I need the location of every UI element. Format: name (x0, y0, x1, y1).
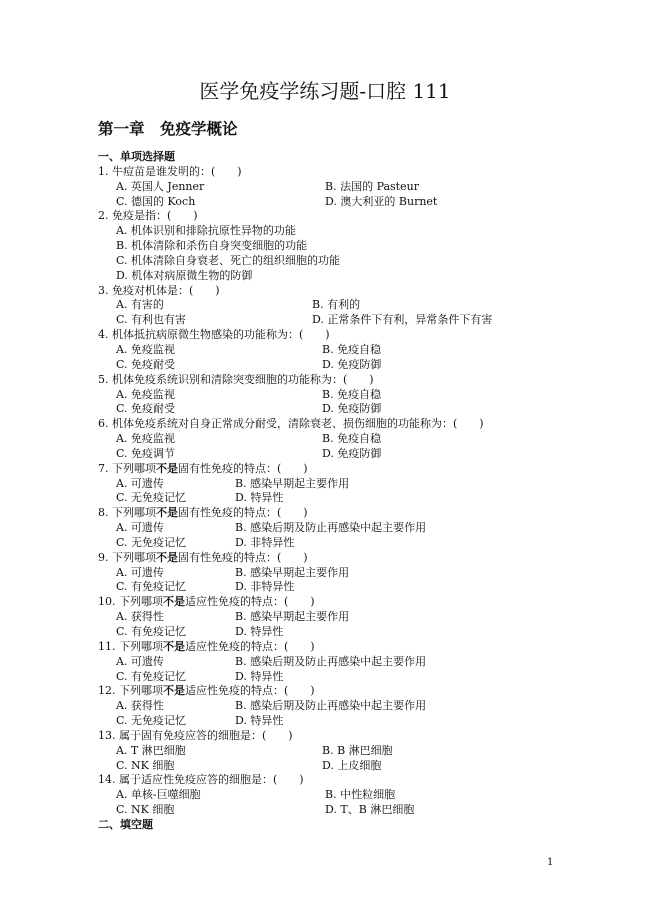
emphasis-text: 不是 (156, 506, 178, 520)
option-d: D. T、B 淋巴细胞 (325, 803, 415, 817)
question-stem: 7. 下列哪项不是固有性免疫的特点：( ) (98, 461, 308, 475)
option-a: A. 免疫监视 (116, 387, 175, 401)
option-d: D. 免疫防御 (322, 357, 382, 371)
option-b: B. 感染早期起主要作用 (235, 610, 350, 624)
option-c: C. 无免疫记忆 (116, 714, 187, 728)
option-b: B. 感染后期及防止再感染中起主要作用 (235, 521, 427, 535)
option-c: C. 德国的 Koch (116, 194, 196, 208)
question-stem: 11. 下列哪项不是适应性免疫的特点：( ) (98, 639, 315, 653)
option-c: C. NK 细胞 (116, 758, 175, 772)
emphasis-text: 不是 (163, 684, 185, 698)
option-b: B. 免疫自稳 (322, 432, 382, 446)
option-a: A. 机体识别和排除抗原性异物的功能 (116, 224, 296, 238)
question-stem: 4. 机体抵抗病原微生物感染的功能称为：( ) (98, 328, 330, 342)
option-c: C. 有免疫记忆 (116, 580, 187, 594)
question-stem: 10. 下列哪项不是适应性免疫的特点：( ) (98, 595, 315, 609)
option-c: C. 无免疫记忆 (116, 535, 187, 549)
option-d: D. 免疫防御 (322, 446, 382, 460)
option-b: B. 中性粒细胞 (325, 788, 396, 802)
document-title: 医学免疫学练习题-口腔 111 (199, 79, 451, 103)
option-d: D. 非特异性 (235, 535, 295, 549)
option-c: C. 有利也有害 (116, 313, 187, 327)
option-b: B. 感染后期及防止再感染中起主要作用 (235, 699, 427, 713)
option-c: C. 机体清除自身衰老、死亡的组织细胞的功能 (116, 253, 341, 267)
question-stem: 12. 下列哪项不是适应性免疫的特点：( ) (98, 684, 315, 698)
option-d: D. 正常条件下有利，异常条件下有害 (312, 313, 493, 327)
section-heading-single-choice: 一、单项选择题 (98, 150, 175, 163)
option-a: A. 免疫监视 (116, 342, 175, 356)
option-b: B. 免疫自稳 (322, 387, 382, 401)
question-stem: 8. 下列哪项不是固有性免疫的特点：( ) (98, 506, 308, 520)
option-a: A. 有害的 (116, 298, 164, 312)
option-b: B. 感染早期起主要作用 (235, 476, 350, 490)
option-a: A. 获得性 (116, 610, 164, 624)
option-a: A. 可遗传 (116, 521, 164, 535)
option-c: C. 无免疫记忆 (116, 491, 187, 505)
option-a: A. 可遗传 (116, 476, 164, 490)
emphasis-text: 不是 (156, 461, 178, 475)
question-stem: 14. 属于适应性免疫应答的细胞是：( ) (98, 773, 304, 787)
option-b: B. 有利的 (312, 298, 361, 312)
question-stem: 1. 牛痘苗是谁发明的：( ) (98, 164, 242, 178)
option-a: A. T 淋巴细胞 (116, 743, 186, 757)
emphasis-text: 不是 (163, 595, 185, 609)
question-stem: 6. 机体免疫系统对自身正常成分耐受，清除衰老、损伤细胞的功能称为：( ) (98, 417, 484, 431)
option-d: D. 特异性 (235, 669, 284, 683)
option-b: B. 感染早期起主要作用 (235, 565, 350, 579)
option-a: A. 获得性 (116, 699, 164, 713)
option-a: A. 可遗传 (116, 654, 164, 668)
option-d: D. 上皮细胞 (322, 758, 382, 772)
option-c: C. NK 细胞 (116, 803, 175, 817)
option-b: B. B 淋巴细胞 (322, 743, 393, 757)
option-a: A. 可遗传 (116, 565, 164, 579)
option-a: A. 英国人 Jenner (116, 179, 205, 193)
question-body (98, 150, 558, 833)
option-a: A. 免疫监视 (116, 432, 175, 446)
option-d: D. 特异性 (235, 491, 284, 505)
option-b: B. 机体清除和杀伤自身突变细胞的功能 (116, 239, 308, 253)
question-stem: 2. 免疫是指：( ) (98, 209, 198, 223)
option-d: D. 特异性 (235, 714, 284, 728)
question-stem: 9. 下列哪项不是固有性免疫的特点：( ) (98, 550, 308, 564)
option-d: D. 机体对病原微生物的防御 (116, 268, 253, 282)
option-b: B. 法国的 Pasteur (325, 179, 419, 193)
option-d: D. 免疫防御 (322, 402, 382, 416)
option-d: D. 非特异性 (235, 580, 295, 594)
emphasis-text: 不是 (156, 550, 178, 564)
chapter-heading: 第一章 免疫学概论 (98, 119, 238, 138)
option-a: A. 单核-巨噬细胞 (116, 788, 201, 802)
question-stem: 3. 免疫对机体是：( ) (98, 283, 220, 297)
option-d: D. 澳大利亚的 Burnet (325, 194, 438, 208)
option-c: C. 免疫耐受 (116, 357, 176, 371)
question-stem: 13. 属于固有免疫应答的细胞是：( ) (98, 728, 293, 742)
question-stem: 5. 机体免疫系统识别和清除突变细胞的功能称为：( ) (98, 372, 374, 386)
option-c: C. 有免疫记忆 (116, 669, 187, 683)
emphasis-text: 不是 (163, 639, 185, 653)
section-heading-fill-blank: 二、填空题 (98, 817, 153, 831)
option-b: B. 感染后期及防止再感染中起主要作用 (235, 654, 427, 668)
option-c: C. 免疫调节 (116, 446, 176, 460)
option-b: B. 免疫自稳 (322, 342, 382, 356)
option-c: C. 有免疫记忆 (116, 625, 187, 638)
option-c: C. 免疫耐受 (116, 402, 176, 416)
page-number: 1 (547, 857, 554, 868)
option-d: D. 特异性 (235, 625, 284, 638)
